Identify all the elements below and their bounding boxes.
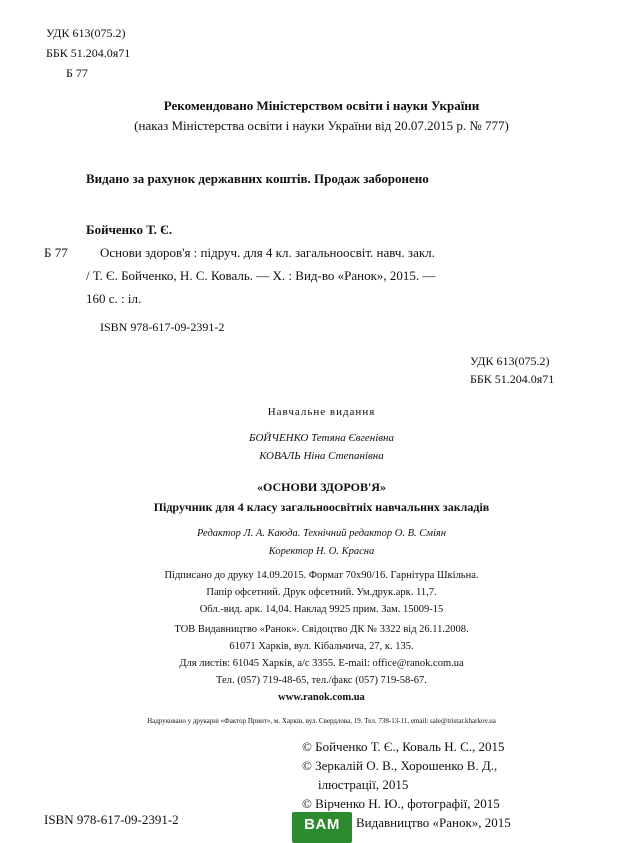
author-1: БОЙЧЕНКО Тетяна Євгенівна [248,432,394,444]
copyright-line-4: © Вірченко Н. Ю., фотографії, 2015 [302,796,500,811]
catalog-code: Б 77 [66,66,88,80]
footer-isbn: ISBN 978-617-09-2391-2 [44,812,179,827]
funding-note: Видано за рахунок державних коштів. Продаж заборонено [86,171,429,186]
catalog-bbk: ББК 51.204.0я71 [470,372,555,386]
catalog-line-2: / Т. Є. Бойченко, Н. С. Коваль. — Х. : Вид-во «Ранок», 2015. — [86,268,436,283]
recommendation-line-1: Рекомендовано Міністерством освіти і науки України [163,98,480,113]
publisher-line-1: ТОВ Видавництво «Ранок». Свідоцтво ДК № 3322 від 26.11.2008. [174,624,469,635]
catalog-line-1: Основи здоров'я : підруч. для 4 кл. загальноосвіт. навч. закл. [100,245,435,260]
catalog-isbn: ISBN 978-617-09-2391-2 [100,320,225,334]
publisher-line-3: Для листів: 61045 Харків, а/с 3355. E-mail: office@ranok.com.ua [179,658,464,669]
editors-line-1: Редактор Л. А. Каюда. Технічний редактор О. В. Сміян [197,528,446,539]
copyright-line-3: ілюстрації, 2015 [318,777,409,792]
edition-type: Навчальне видання [267,406,376,418]
recommendation-line-2: (наказ Міністерства освіти і науки України від 20.07.2015 р. № 777) [134,118,509,133]
printer-info: Надруковано у друкарні «Фактор Принт», м. Харків, вул. Свердлова, 19. Тел. 738-13-11, email: sale@tristar.kharkov.ua [147,717,496,725]
print-line-1: Підписано до друку 14.09.2015. Формат 70х90/16. Гарнітура Шкільна. [164,570,479,581]
book-subtitle: Підручник для 4 класу загальноосвітніх навчальних закладів [153,500,490,514]
book-title: «ОСНОВИ ЗДОРОВ'Я» [257,480,386,494]
udk-code: УДК 613(075.2) [46,26,126,40]
watermark-badge [292,812,352,843]
publisher-line-2: 61071 Харків, вул. Кібальчича, 27, к. 135. [229,641,414,652]
editors-line-2: Коректор Н. О. Красна [268,546,375,557]
copyright-line-2: © Зеркалій О. В., Хорошенко В. Д., [302,758,498,773]
copyright-line-5: Видавництво «Ранок», 2015 [356,815,511,830]
copyright-line-1: © Бойченко Т. Є., Коваль Н. С., 2015 [302,739,505,754]
catalog-author: Бойченко Т. Є. [86,222,173,237]
bbk-code: ББК 51.204.0я71 [46,46,131,60]
publisher-line-4: Тел. (057) 719-48-65, тел./факс (057) 719-58-67. [216,675,427,686]
publisher-website: www.ranok.com.ua [278,692,365,703]
watermark-text: BAM [304,816,340,833]
print-line-3: Обл.-вид. арк. 14,04. Наклад 9925 прим. Зам. 15009-15 [199,604,444,615]
author-2: КОВАЛЬ Ніна Степанівна [259,450,384,462]
catalog-udk: УДК 613(075.2) [470,354,550,368]
catalog-code-2: Б 77 [44,245,68,260]
catalog-line-3: 160 с. : іл. [86,291,142,306]
print-line-2: Папір офсетний. Друк офсетний. Ум.друк.арк. 11,7. [206,587,437,598]
